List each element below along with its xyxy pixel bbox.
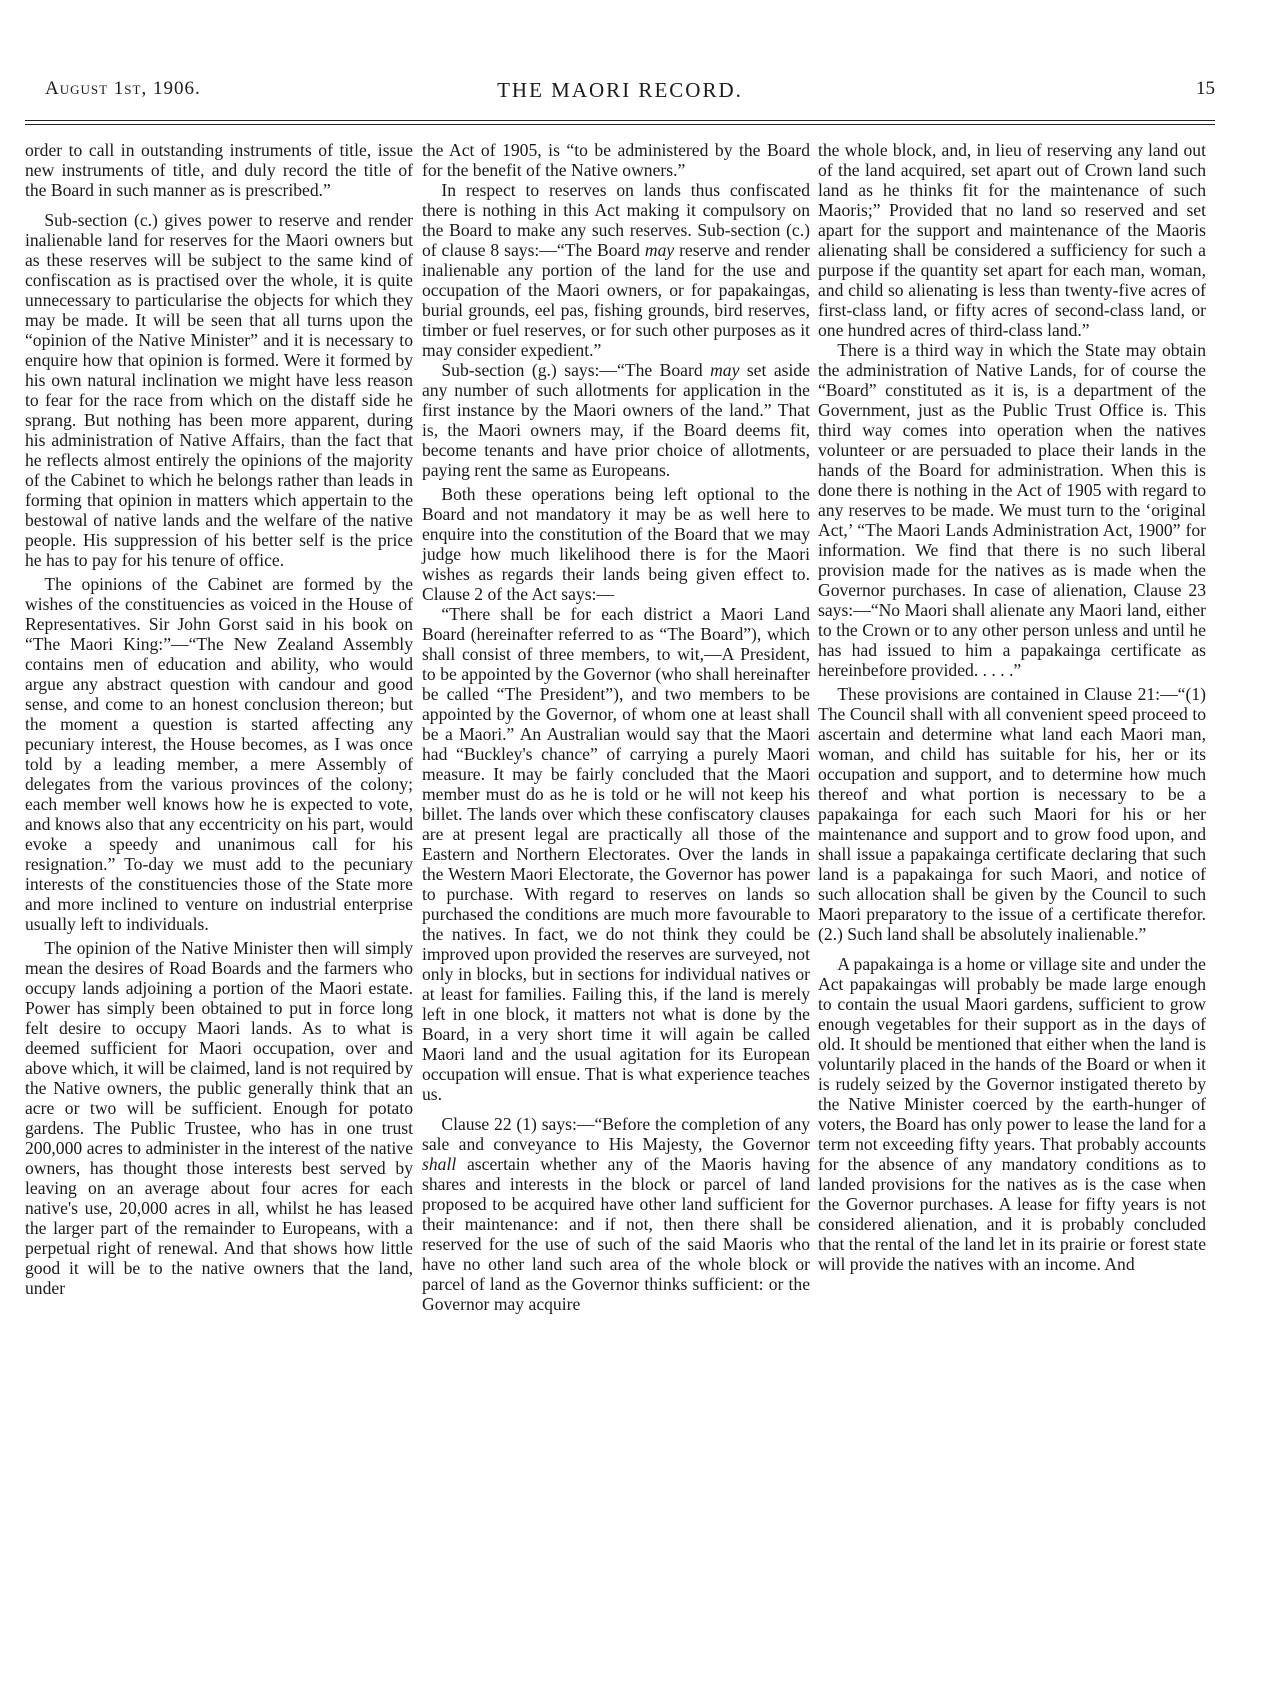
text-segment: Sub-section (g.) says:—“The Board [441, 360, 711, 380]
paragraph: Both these operations being left optional to the Board and not mandatory it may be as well here to enquire into the constitution of the Board that we may judge how much likelihood there is for the Maori wishes as regards their lands being given effect to. Clause 2 of the Act says:— [422, 484, 810, 604]
paragraph: The opinion of the Native Minister then will simply mean the desires of Road Boards and the farmers who occupy lands adjoining a portion of the Maori estate. Power has simply been obtained to put in force long felt desire to occupy Maori lands. As to what is deemed sufficient for Maori occupation, over and above which, it will be claimed, land is not required by the Native owners, the public generally think that an acre or two will be sufficient. Enough for potato gardens. The Public Trustee, who has in one trust 200,000 acres to administer in the interest of the native owners, has thought those interests best served by leaving on an average about four acres for each native's use, 20,000 acres in all, whilst he has leased the larger part of the remainder to Europeans, with a perpetual right of renewal. And that shows how little good it will be to the native owners that the land, under [25, 938, 413, 1298]
paragraph: order to call in outstanding instruments of title, issue new instruments of title, and duly record the title of the Board in such manner as is prescribed.” [25, 140, 413, 200]
text-segment: ascertain whether any of the Maoris having shares and interests in the block or parcel of land proposed to be acquired have other land sufficient for their maintenance: and if not, then there shall be reserved for the use of such of the said Maoris who have no other land such area of the whole block or parcel of land as the Governor thinks sufficient: or the Governor may acquire [422, 1154, 810, 1314]
page-header [25, 78, 1215, 108]
italic-text: may [710, 360, 740, 380]
column-2 [422, 140, 810, 1314]
paragraph: The opinions of the Cabinet are formed by the wishes of the constituencies as voiced in the House of Representatives. Sir John Gorst said in his book on “The Maori King:”—“The New Zealand Assembly contains men of education and ability, who would argue any abstract question with candour and good sense, and come to an honest conclusion thereon; but the moment a question is started affecting any pecuniary interest, the House becomes, as I was once told by a leading member, a mere Assembly of delegates from the various provinces of the colony; each member well knows how he is expected to vote, and knows also that any eccentricity on his part, would evoke a speedy and unanimous call for his resignation.” To-day we must add to the pecuniary interests of the constituencies those of the State more and more inclined to venture on industrial enterprise usually left to individuals. [25, 574, 413, 934]
italic-text: may [644, 240, 675, 260]
paragraph: the Act of 1905, is “to be administered by the Board for the benefit of the Native owners.” [422, 140, 810, 180]
header-double-rule [25, 120, 1215, 125]
italic-text: shall [422, 1154, 457, 1174]
column-3 [818, 140, 1206, 1274]
issue-date: August 1st, 1906. [45, 78, 201, 99]
paragraph: There is a third way in which the State may obtain the administration of Native Lands, for of course the “Board” constituted as it is, is a department of the Government, just as the Public Trust Office is. This third way comes into operation when the natives volunteer or are persuaded to place their lands in the hands of the Board for administration. When this is done there is nothing in the Act of 1905 with regard to any reserves to be made. We must turn to the ‘original Act,’ “The Maori Lands Administration Act, 1900” for information. We find that there is no such liberal provision made for the natives as is made when the Governor purchases. In case of alienation, Clause 23 says:—“No Maori shall alienate any Maori land, either to the Crown or to any other person unless and until he has had issued to him a papakainga certificate as hereinbefore provided. . . . .” [818, 340, 1206, 680]
paragraph [422, 180, 810, 360]
paragraph: Sub-section (c.) gives power to reserve and render inalienable land for reserves for the Maori owners but as these reserves will be subject to the same kind of confiscation as is practised over the whole, it is quite unnecessary to particularise the objects for which they may be made. It will be seen that all turns upon the “opinion of the Native Minister” and it is necessary to enquire how that opinion is formed. Were it formed by his own natural inclination we might have less reason to fear for the race from which on the distaff side he sprang. But nothing has been more apparent, during his administration of Native Affairs, than the fact that he reflects almost entirely the opinions of the majority of the Cabinet to which he belongs rather than leads in forming that opinion in matters which appertain to the bestowal of native lands and the welfare of the native people. His suppression of his better self is the price he has to pay for his tenure of office. [25, 210, 413, 570]
text-segment: set aside any number of such allotments for application in the first instance by the Maori owners of the land.” That is, the Maori owners may, if the Board deems fit, become tenants and have prior choice of allotments, paying rent the same as Europeans. [422, 360, 810, 480]
page-number: 15 [1196, 78, 1215, 99]
paragraph [422, 360, 810, 480]
paragraph: A papakainga is a home or village site and under the Act papakaingas will probably be made large enough to contain the usual Maori gardens, sufficient to grow enough vegetables for their support as in the days of old. It should be mentioned that either when the land is voluntarily placed in the hands of the Board or when it is rudely seized by the Governor instigated thereto by the Native Minister coerced by the earth-hunger of voters, the Board has only power to lease the land for a term not exceeding fifty years. That probably accounts for the absence of any mandatory conditions as to landed provisions for the natives as is the case when the Governor purchases. A lease for fifty years is not considered alienation, and it is probably concluded that the rental of the land let in its prairie or forest state will provide the natives with an income. And [818, 954, 1206, 1274]
text-segment: Clause 22 (1) says:—“Before the completion of any sale and conveyance to His Majesty, the Governor [422, 1114, 810, 1154]
publication-title: THE MAORI RECORD. [497, 78, 743, 102]
column-1 [25, 140, 413, 1298]
text-segment: In respect to reserves on lands thus confiscated there is nothing in this Act making it compulsory on the Board to make any such reserves. Sub-section (c.) of clause 8 says:—“The Board [422, 180, 810, 260]
paragraph: These provisions are contained in Clause 21:—“(1) The Council shall with all convenient speed proceed to ascertain and determine what land each Maori man, woman, and child has suitable for his, her or its occupation and support, and to determine how much thereof and what portion is necessary to be a papakainga for each such Maori for his or her maintenance and support and to grow food upon, and shall issue a papakainga certificate declaring that such land is a papakainga for such Maori, and notice of such allocation shall be given by the Council to such Maori preparatory to the issue of a certificate therefor. (2.) Such land shall be absolutely inalienable.” [818, 684, 1206, 944]
paragraph [422, 1114, 810, 1314]
paragraph: “There shall be for each district a Maori Land Board (hereinafter referred to as “The Board”), which shall consist of three members, to wit,—A President, to be appointed by the Governor (who shall hereinafter be called “The President”), and two members to be appointed by the Governor, of whom one at least shall be a Maori.” An Australian would say that the Maori had “Buckley's chance” of carrying a purely Maori measure. It may be fairly concluded that the Maori member must do as he is told or he will not keep his billet. The lands over which these confiscatory clauses are at present legal are practically all those of the Eastern and Northern Electorates. Over the lands in the Western Maori Electorate, the Governor has power to purchase. With regard to reserves on lands so purchased the conditions are much more favourable to the natives. In fact, we do not think they could be improved upon provided the reserves are surveyed, not only in blocks, but in sections for individual natives or at least for families. Failing this, if the land is merely left in one block, it matters not what is done by the Board, in a very short time it will again be called Maori land and the usual agitation for its European occupation will ensue. That is what experience teaches us. [422, 604, 810, 1104]
text-segment: reserve and render inalienable any portion of the land for the use and occupation of the Maori owners, or for papakaingas, burial grounds, eel pas, fishing grounds, bird reserves, timber or fuel reserves, or for such other purposes as it may consider expedient.” [422, 240, 810, 360]
paragraph: the whole block, and, in lieu of reserving any land out of the land acquired, set apart out of Crown land such land as he thinks fit for the maintenance of such Maoris;” Provided that no land so reserved and set apart for the support and maintenance of the Maoris alienating shall be considered a sufficiency for such a purpose if the quantity set apart for each man, woman, and child so alienating is less than twenty-five acres of first-class land, or fifty acres of second-class land, or one hundred acres of third-class land.” [818, 140, 1206, 340]
